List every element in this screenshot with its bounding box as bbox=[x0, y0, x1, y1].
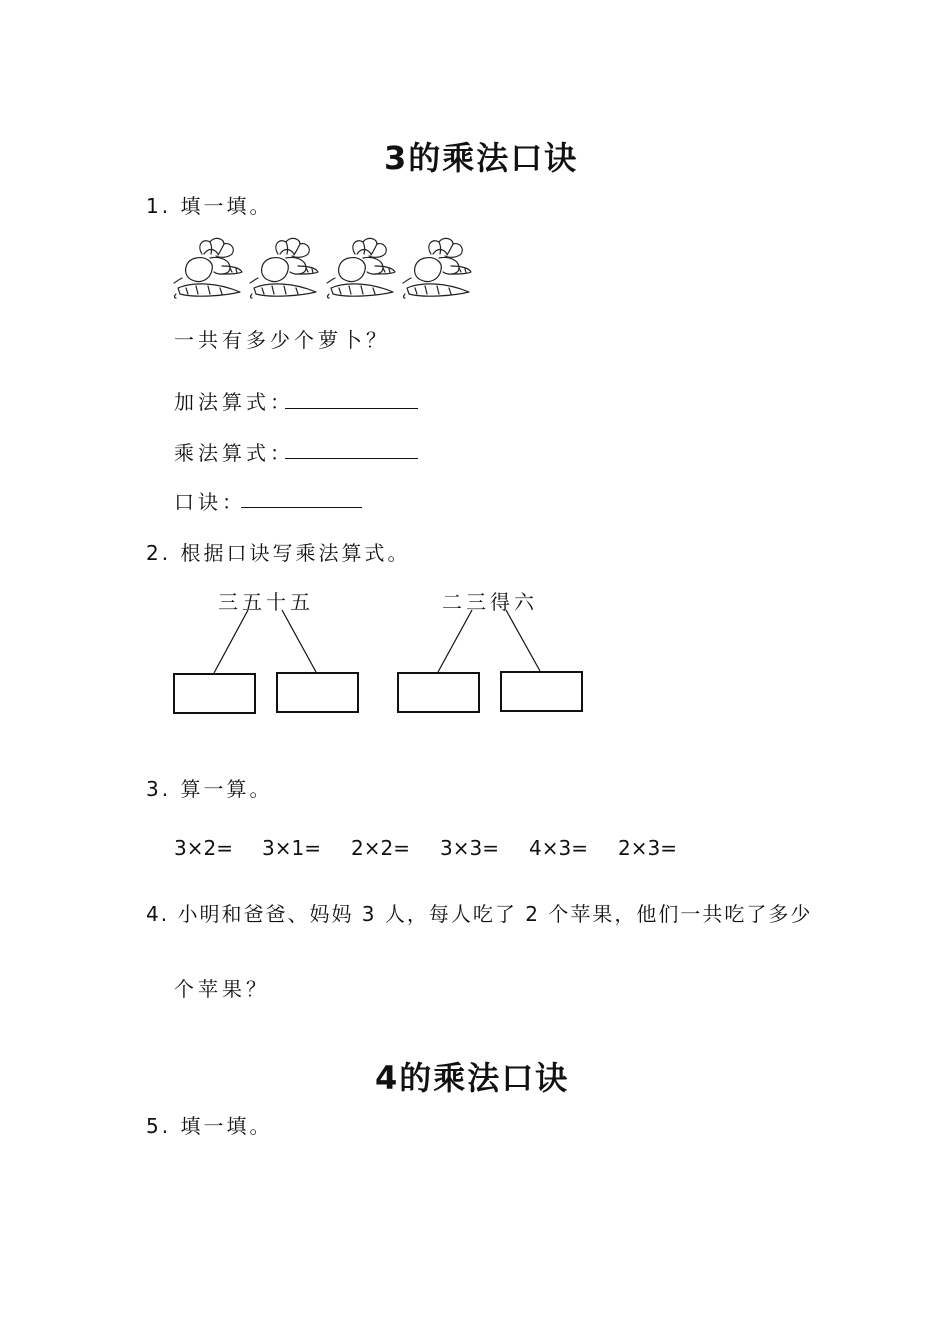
section-title-3: 3的乘法口诀 bbox=[384, 139, 579, 177]
expression: 3×3= bbox=[440, 836, 499, 860]
answer-box[interactable] bbox=[173, 673, 256, 714]
answer-box[interactable] bbox=[397, 672, 480, 713]
expression: 4×3= bbox=[529, 836, 588, 860]
question-3-label: 3. 算一算。 bbox=[146, 777, 273, 801]
expression: 3×2= bbox=[174, 836, 233, 860]
addition-label: 加法算式： bbox=[174, 390, 294, 414]
radish-count-question: 一共有多少个萝卜？ bbox=[174, 328, 390, 352]
expression: 2×3= bbox=[618, 836, 677, 860]
question-4-line1: 4. 小明和爸爸、妈妈 3 人，每人吃了 2 个苹果，他们一共吃了多少 bbox=[146, 902, 813, 926]
expression: 2×2= bbox=[351, 836, 410, 860]
question-4-line2: 个苹果？ bbox=[174, 977, 270, 1001]
question-5-label: 5. 填一填。 bbox=[146, 1114, 273, 1138]
section-title-4: 4的乘法口诀 bbox=[375, 1059, 570, 1097]
answer-box[interactable] bbox=[276, 672, 359, 713]
question-1-label: 1. 填一填。 bbox=[146, 194, 273, 218]
expression: 3×1= bbox=[262, 836, 321, 860]
rhyme-two-three-six: 二三得六 bbox=[442, 590, 538, 614]
question-2-label: 2. 根据口诀写乘法算式。 bbox=[146, 541, 411, 565]
rhyme-label: 口诀： bbox=[174, 490, 246, 514]
answer-box[interactable] bbox=[500, 671, 583, 712]
multiplication-label: 乘法算式： bbox=[174, 441, 294, 465]
rhyme-three-five-fifteen: 三五十五 bbox=[218, 590, 314, 614]
